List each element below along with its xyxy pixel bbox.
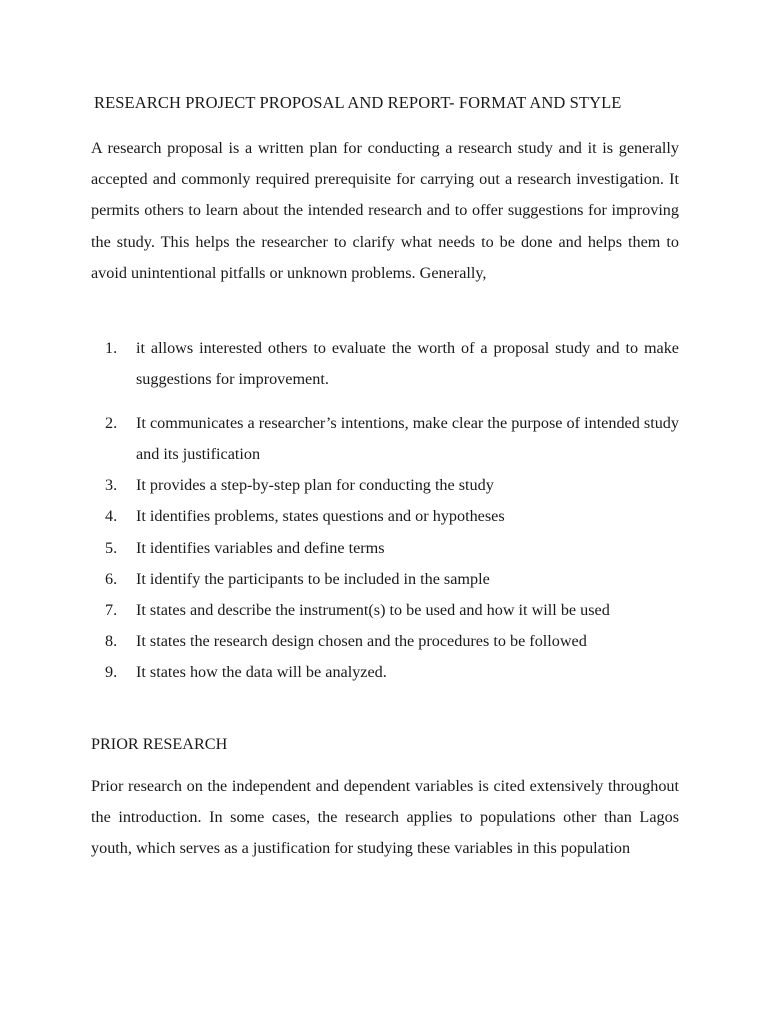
list-item-number: 5.: [105, 539, 118, 557]
intro-paragraph: A research proposal is a written plan for conducting a research study and it is generally accepted and commonly required prerequisite for carrying out a research investigation. It permits others to learn about the intended research and to offer suggestions for improving the study. This helps the researcher to clarify what needs to be done and helps them to avoid unintentional pitfalls or unknown problems. Generally,: [91, 139, 679, 282]
list-item: [105, 470, 679, 501]
list-item-text: it allows interested others to evaluate the worth of a proposal study and to make suggestions for improvement.: [136, 339, 679, 389]
list-item: [105, 501, 679, 532]
list-item-number: 9.: [105, 663, 118, 681]
prior-research-paragraph: Prior research on the independent and dependent variables is cited extensively throughout the introduction. In some cases, the research applies to populations other than Lagos youth, which serves as a justification for studying these variables in this population: [91, 777, 679, 858]
section-heading-prior-research: PRIOR RESEARCH: [91, 735, 228, 753]
list-item-text: It communicates a researcher’s intentions, make clear the purpose of intended study and its justification: [136, 414, 679, 464]
list-item-number: 2.: [105, 414, 118, 432]
list-item-text: It states and describe the instrument(s) to be used and how it will be used: [136, 601, 610, 619]
list-item: [105, 333, 679, 395]
list-item: [105, 657, 679, 688]
list-item-number: 8.: [105, 632, 118, 650]
list-item-number: 3.: [105, 476, 118, 494]
list-item-number: 6.: [105, 570, 118, 588]
list-item: [105, 626, 679, 657]
list-item-number: 4.: [105, 507, 118, 525]
list-item: [105, 408, 679, 470]
list-item-text: It identifies problems, states questions and or hypotheses: [136, 507, 505, 525]
list-item-number: 7.: [105, 601, 118, 619]
list-item-text: It states the research design chosen and the procedures to be followed: [136, 632, 587, 650]
list-item-text: It identify the participants to be included in the sample: [136, 570, 490, 588]
list-item: [105, 533, 679, 564]
list-item-text: It identifies variables and define terms: [136, 539, 385, 557]
list-item-number: 1.: [105, 339, 118, 357]
list-item-text: It states how the data will be analyzed.: [136, 663, 387, 681]
list-item-text: It provides a step-by-step plan for conducting the study: [136, 476, 494, 494]
list-item: [105, 564, 679, 595]
document-title: RESEARCH PROJECT PROPOSAL AND REPORT- FORMAT AND STYLE: [94, 93, 622, 112]
list-item: [105, 595, 679, 626]
